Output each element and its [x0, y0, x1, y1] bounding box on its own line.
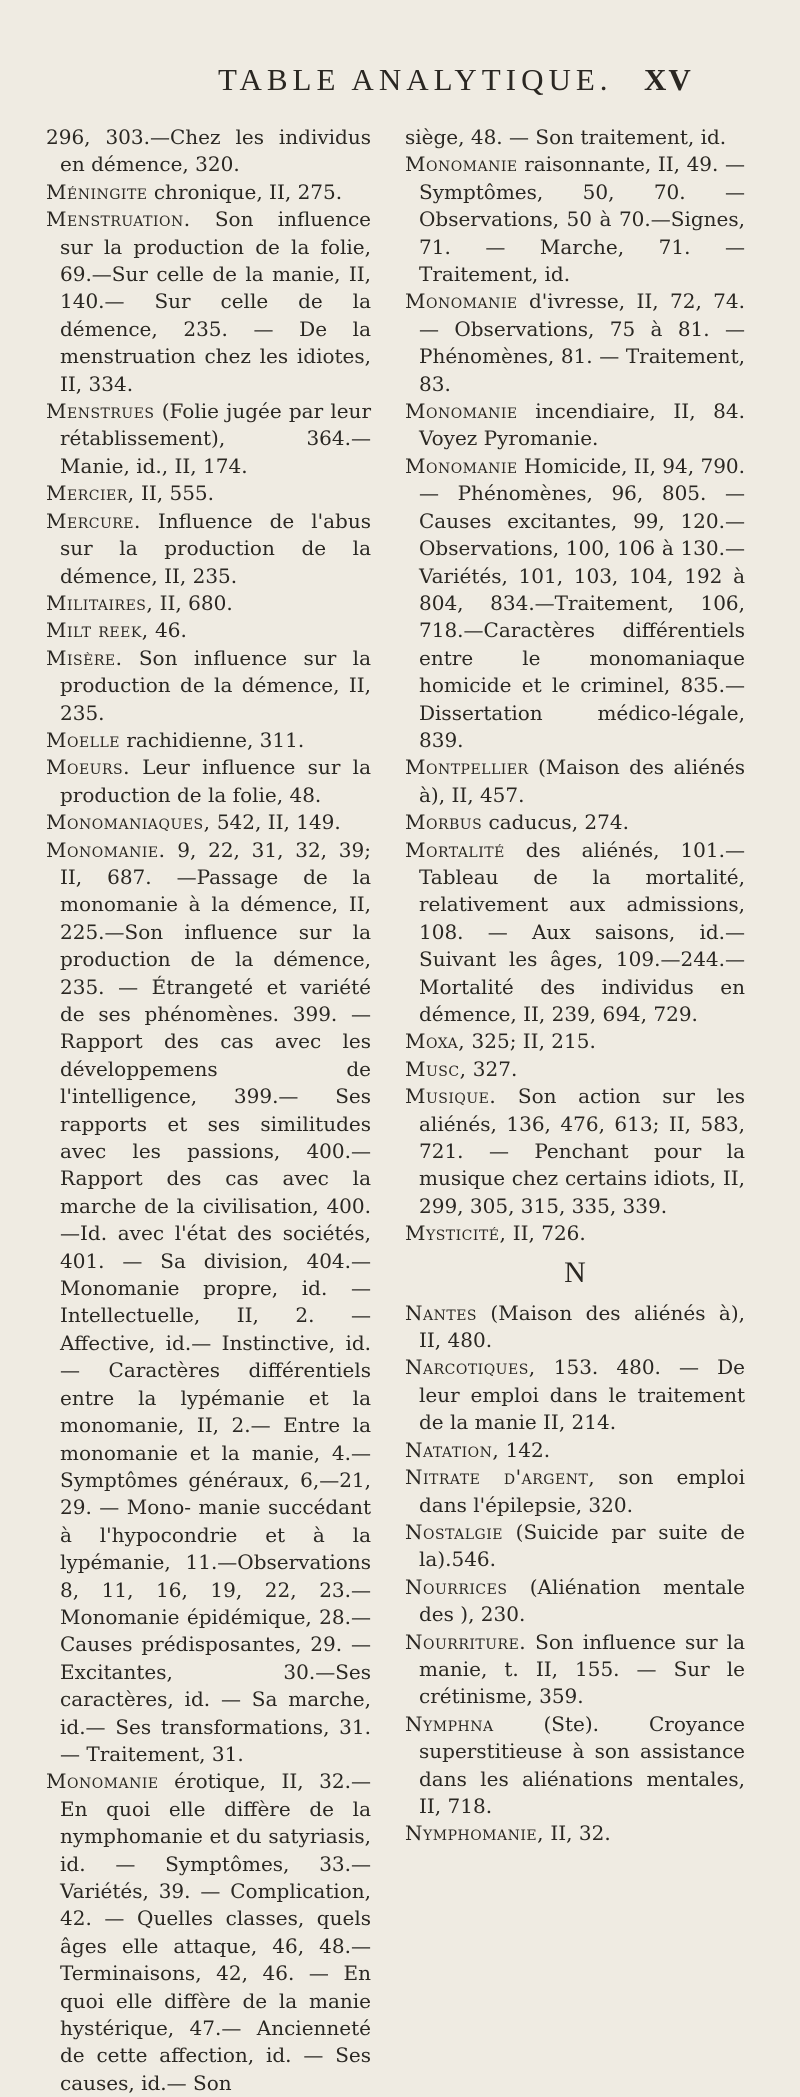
entry-text: Homicide, II, 94, 790. — Phénomènes, 96, 805. — Causes excitantes, 99, 120.— Observations, 100, 106 à 130.— Variétés, 101, 103, 104, 192 à 804, 834.—Traitement, 106, 718.—Caractères différentiels entre le monomaniaque homicide et le criminel, 835.— Dissertation médico-légale, 839. [419, 453, 746, 752]
entry-text: II, 680. [153, 590, 233, 615]
entry-text: 327. [466, 1056, 518, 1081]
entry-headword: Moxa, [405, 1029, 466, 1054]
entry-text: des aliénés, 101.—Tableau de la mortalité, relativement aux admissions, 108. — Aux saisons, id.— Suivant les âges, 109.—244.— Mortalité des individus en démence, II, 239, 694, 729. [419, 837, 745, 1026]
index-entry [46, 727, 371, 754]
entry-headword: Monomaniaques, [46, 810, 211, 835]
index-entry [46, 179, 371, 206]
entry-headword: Monomanie [405, 289, 518, 314]
entry-headword: Monomanie [405, 453, 518, 478]
running-head [0, 62, 800, 102]
index-entry [405, 1574, 745, 1629]
entry-headword: Musique. [405, 1084, 497, 1109]
entry-headword: Menstruation. [46, 207, 191, 232]
entry-headword: Monomanie [46, 1769, 159, 1794]
entry-headword: Nymphomanie, [405, 1821, 544, 1846]
index-entry [46, 508, 371, 590]
entry-text: 542, II, 149. [210, 810, 341, 835]
index-entry [46, 837, 371, 1769]
entry-headword: Monomanie. [46, 837, 166, 862]
index-entry [405, 1437, 745, 1464]
entry-headword: Nitrate d'argent, [405, 1465, 596, 1490]
index-entry [405, 1220, 745, 1247]
entry-headword: Mercure. [46, 508, 141, 533]
index-entry [405, 1629, 745, 1711]
index-entry [405, 809, 745, 836]
index-entry [46, 398, 371, 480]
index-entry [46, 590, 371, 617]
entry-headword: Montpellier [405, 755, 529, 780]
entry-text: rachidienne, 311. [120, 727, 305, 752]
entry-text: 142. [499, 1437, 551, 1462]
entry-text: (Ste). Croyance superstitieuse à son assistance dans les aliénations mentales, II, 718. [419, 1711, 745, 1818]
index-entry [405, 1083, 745, 1220]
index-entry [405, 837, 745, 1029]
entry-text: Son action sur les aliénés, 136, 476, 613; II, 583, 721. — Penchant pour la musique chez certains idiots, II, 299, 305, 315, 335, 339. [419, 1084, 745, 1218]
index-entry [405, 754, 745, 809]
index-entry [405, 1820, 745, 1847]
entry-headword: Nymphna [405, 1711, 494, 1736]
entry-text: 296, 303.—Chez les individus en démence, 320. [46, 125, 371, 177]
entry-text: (Aliénation mentale des ), 230. [419, 1574, 745, 1627]
index-entry [405, 1464, 745, 1519]
entry-headword: Mercier, [46, 481, 135, 506]
entry-text: son emploi dans l'épilepsie, 320. [419, 1465, 745, 1517]
index-entry [46, 124, 371, 179]
entry-headword: Nourrices [405, 1574, 508, 1599]
index-entry [46, 206, 371, 398]
index-entry [405, 151, 745, 288]
entry-text: siège, 48. — Son traitement, id. [405, 125, 727, 149]
entry-text: 9, 22, 31, 32, 39; II, 687. —Passage de la monomanie à la démence, II, 225.—Son influence sur la production de la démence, 235. — Étrangeté et variété de ses phénomènes. 399. — Rapport des cas avec les développemens de l'intelligence, 399.— Ses rapports et ses similitudes avec les passions, 400.— Rapport des cas avec la marche de la civilisation, 400.—Id. avec l'état des sociétés, 401. — Sa division, 404.— Monomanie propre, id. — Intellectuelle, II, 2. — Affective, id.— Instinctive, id.— Caractères différentiels entre la lypémanie et la monomanie, II, 2.— Entre la monomanie et la manie, 4.—Symptômes généraux, 6,—21, 29. — Mono- manie succédant à l'hypocondrie et à la lypémanie, 11.—Observations 8, 11, 16, 19, 22, 23.—Monomanie épidémique, 28.— Causes prédisposantes, 29. —Excitantes, 30.—Ses caractères, id. — Sa marche, id.— Ses transformations, 31.— Traitement, 31. [60, 837, 371, 1766]
index-entry [46, 617, 371, 644]
entry-headword: Militaires, [46, 590, 154, 615]
entry-text: (Folie jugée par leur rétablissement), 364.— Manie, id., II, 174. [60, 399, 371, 478]
index-entry [405, 1300, 745, 1355]
index-entry [405, 1519, 745, 1574]
index-entry [405, 1056, 745, 1083]
page-title: TABLE ANALYTIQUE. [218, 62, 613, 97]
entry-text: (Maison des aliénés à), II, 457. [419, 755, 745, 807]
right-column [405, 124, 745, 1848]
index-entry [405, 453, 745, 754]
index-entry [46, 1768, 371, 2097]
entry-text: caducus, 274. [482, 810, 629, 835]
entry-text: Son influence sur la manie, t. II, 155. — Sur le crétinisme, 359. [419, 1629, 745, 1709]
left-column [46, 124, 371, 2097]
entry-headword: Nostalgie [405, 1519, 503, 1544]
index-entry [405, 124, 745, 151]
entry-text: raisonnante, II, 49. — Symptômes, 50, 70. — Observations, 50 à 70.—Signes, 71. — Marche, 71. — Traitement, id. [419, 152, 745, 287]
entry-text: (Suicide par suite de la).546. [419, 1519, 745, 1572]
entry-headword: Mysticité, [405, 1221, 507, 1246]
entry-headword: Misère. [46, 645, 123, 670]
entry-headword: Morbus [405, 810, 483, 835]
index-entry [405, 398, 745, 453]
entry-text: (Maison des aliénés à), II, 480. [419, 1300, 745, 1353]
entry-headword: Natation, [405, 1437, 500, 1462]
page-number: XV [644, 62, 693, 97]
entry-headword: Moelle [46, 727, 120, 752]
index-entry [405, 1354, 745, 1436]
index-entry [405, 1028, 745, 1055]
index-entry [405, 288, 745, 398]
index-entry [46, 754, 371, 809]
index-entry [46, 645, 371, 727]
entry-headword: Nantes [405, 1300, 478, 1325]
entry-headword: Nourriture. [405, 1629, 527, 1654]
entry-text: II, 726. [506, 1221, 586, 1246]
entry-headword: Mortalité [405, 837, 505, 862]
entry-headword: Moeurs. [46, 755, 130, 780]
entry-text: Leur influence sur la production de la folie, 48. [60, 755, 371, 807]
entry-headword: Monomanie [405, 152, 518, 177]
entry-text: chronique, II, 275. [147, 179, 343, 204]
entry-text: II, 555. [134, 481, 215, 506]
entry-headword: Monomanie [405, 399, 518, 424]
entry-text: érotique, II, 32.— En quoi elle diffère de la nymphomanie et du satyriasis, id. — Symptômes, 33.— Variétés, 39. — Complication, 42. — Quelles classes, quels âges elle attaque, 46, 48.— Terminaisons, 42, 46. — En quoi elle diffère de la manie hystérique, 47.— Ancienneté de cette affection, id. — Ses causes, id.— Son [60, 1769, 371, 2095]
entry-text: II, 32. [544, 1821, 611, 1846]
entry-text: Son influence sur la production de la démence, II, 235. [60, 645, 371, 725]
section-letter: N [564, 1255, 586, 1289]
entry-text: Son influence sur la production de la folie, 69.—Sur celle de la manie, II, 140.— Sur celle de la démence, 235. — De la menstruation chez les idiotes, II, 334. [60, 207, 371, 396]
entry-headword: Menstrues [46, 399, 155, 424]
entry-text: 325; II, 215. [465, 1029, 596, 1054]
entry-text: 46. [148, 618, 187, 643]
entry-headword: Milt reek, [46, 618, 149, 643]
entry-text: 153. 480. — De leur emploi dans le traitement de la manie II, 214. [419, 1355, 745, 1435]
entry-headword: Narcotiques, [405, 1355, 536, 1380]
index-entry [405, 1711, 745, 1821]
entry-text: incendiaire, II, 84. Voyez Pyromanie. [419, 399, 745, 451]
entry-text: d'ivresse, II, 72, 74. — Observations, 75 à 81. — Phénomènes, 81. — Traitement, 83. [419, 289, 745, 396]
index-entry [46, 480, 371, 507]
index-entry [46, 809, 371, 836]
entry-headword: Musc, [405, 1056, 467, 1081]
entry-headword: Méningite [46, 179, 148, 204]
entry-text: Influence de l'abus sur la production de la démence, II, 235. [60, 508, 371, 588]
